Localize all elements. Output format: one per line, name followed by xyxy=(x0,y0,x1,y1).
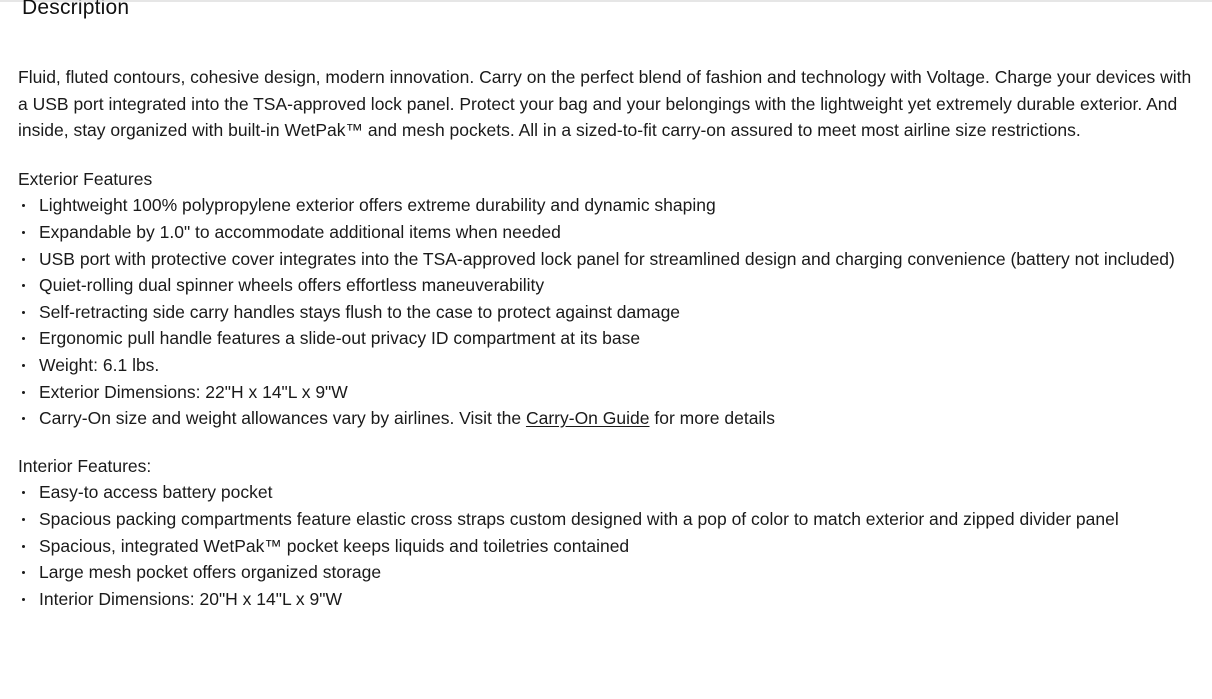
list-item: Ergonomic pull handle features a slide-out privacy ID compartment at its base xyxy=(18,325,1194,352)
list-item: Spacious packing compartments feature elastic cross straps custom designed with a pop of color to match exterior and zipped divider panel xyxy=(18,506,1194,533)
description-content xyxy=(18,64,1194,633)
top-divider xyxy=(0,0,1212,2)
list-item: USB port with protective cover integrates into the TSA-approved lock panel for streamlined design and charging convenience (battery not included) xyxy=(18,246,1194,273)
list-item: Exterior Dimensions: 22"H x 14"L x 9"W xyxy=(18,379,1194,406)
list-item: Interior Dimensions: 20"H x 14"L x 9"W xyxy=(18,586,1194,613)
list-item: Spacious, integrated WetPak™ pocket keeps liquids and toiletries contained xyxy=(18,533,1194,560)
section-heading: Description xyxy=(22,0,130,19)
list-item: Large mesh pocket offers organized storage xyxy=(18,559,1194,586)
list-item: Weight: 6.1 lbs. xyxy=(18,352,1194,379)
list-item: Quiet-rolling dual spinner wheels offers effortless maneuverability xyxy=(18,272,1194,299)
list-item: Self-retracting side carry handles stays flush to the case to protect against damage xyxy=(18,299,1194,326)
list-item: Expandable by 1.0" to accommodate additional items when needed xyxy=(18,219,1194,246)
carry-on-text-after: for more details xyxy=(649,408,775,429)
exterior-features-list xyxy=(18,192,1194,431)
list-item-carry-on xyxy=(18,405,1194,432)
interior-features-title: Interior Features: xyxy=(18,455,152,476)
list-item: Easy-to access battery pocket xyxy=(18,479,1194,506)
description-paragraph: Fluid, fluted contours, cohesive design, modern innovation. Carry on the perfect blend of fashion and technology with Voltage. Charge your devices with a USB port integrated into the TSA-approved lock panel. Protect your bag and your belongings with the lightweight yet extremely durable exterior. And inside, stay organized with built-in WetPak™ and mesh pockets. All in a sized-to-fit carry-on assured to meet most airline size restrictions. xyxy=(18,67,1192,141)
exterior-features-title: Exterior Features xyxy=(18,168,153,189)
carry-on-guide-link[interactable]: Carry-On Guide xyxy=(525,408,650,429)
list-item: Lightweight 100% polypropylene exterior offers extreme durability and dynamic shaping xyxy=(18,192,1194,219)
carry-on-text-before: Carry-On size and weight allowances vary by airlines. Visit the xyxy=(39,408,526,429)
interior-features-list xyxy=(18,479,1194,612)
